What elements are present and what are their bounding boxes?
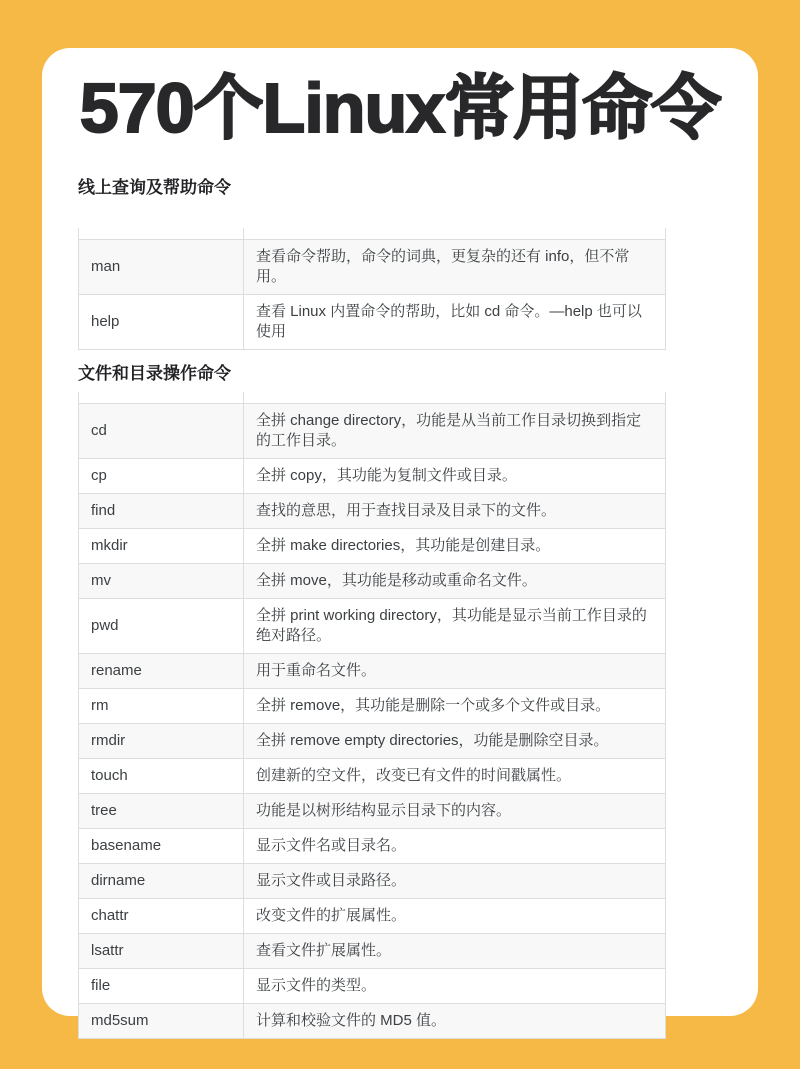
table-row <box>79 724 666 759</box>
command-cell: mkdir <box>79 529 244 564</box>
table-row <box>79 529 666 564</box>
table-row <box>79 969 666 1004</box>
description-cell: 用于重命名文件。 <box>244 654 666 689</box>
description-cell: 全拼 make directories，其功能是创建目录。 <box>244 529 666 564</box>
command-cell: pwd <box>79 599 244 654</box>
command-cell: file <box>79 969 244 1004</box>
table-row <box>79 599 666 654</box>
description-cell: 查看 Linux 内置命令的帮助，比如 cd 命令。—help 也可以使用 <box>244 295 666 350</box>
command-cell: mv <box>79 564 244 599</box>
description-cell: 查看文件扩展属性。 <box>244 934 666 969</box>
description-cell: 全拼 change directory，功能是从当前工作目录切换到指定的工作目录。 <box>244 404 666 459</box>
description-cell: 全拼 remove，其功能是删除一个或多个文件或目录。 <box>244 689 666 724</box>
command-cell: man <box>79 240 244 295</box>
description-cell: 查找的意思，用于查找目录及目录下的文件。 <box>244 494 666 529</box>
table-row <box>79 864 666 899</box>
command-cell: cp <box>79 459 244 494</box>
table-row <box>79 689 666 724</box>
description-cell: 全拼 move，其功能是移动或重命名文件。 <box>244 564 666 599</box>
command-cell: touch <box>79 759 244 794</box>
command-cell: rmdir <box>79 724 244 759</box>
description-cell: 查看命令帮助，命令的词典，更复杂的还有 info，但不常用。 <box>244 240 666 295</box>
table-row <box>79 295 666 350</box>
cropped-partial-row <box>79 228 666 240</box>
command-cell: md5sum <box>79 1004 244 1039</box>
table-row <box>79 899 666 934</box>
command-cell: cd <box>79 404 244 459</box>
table-row <box>79 934 666 969</box>
command-cell: lsattr <box>79 934 244 969</box>
table-row <box>79 404 666 459</box>
description-cell <box>244 228 666 240</box>
table-row <box>79 240 666 295</box>
description-cell: 显示文件名或目录名。 <box>244 829 666 864</box>
table-row <box>79 494 666 529</box>
section-heading-file-dir-ops: 文件和目录操作命令 <box>78 364 231 383</box>
command-cell: basename <box>79 829 244 864</box>
command-cell: find <box>79 494 244 529</box>
command-cell <box>79 392 244 404</box>
command-cell: help <box>79 295 244 350</box>
command-cell: rename <box>79 654 244 689</box>
description-cell: 全拼 copy，其功能为复制文件或目录。 <box>244 459 666 494</box>
command-cell: dirname <box>79 864 244 899</box>
command-cell <box>79 228 244 240</box>
online-help-command-table <box>78 228 666 350</box>
file-dir-command-table <box>78 392 666 1039</box>
description-cell: 功能是以树形结构显示目录下的内容。 <box>244 794 666 829</box>
command-cell: chattr <box>79 899 244 934</box>
content-area <box>78 178 666 1039</box>
command-cell: rm <box>79 689 244 724</box>
description-cell: 计算和校验文件的 MD5 值。 <box>244 1004 666 1039</box>
section-heading-online-help: 线上查询及帮助命令 <box>78 178 231 197</box>
content-card <box>42 48 758 1029</box>
description-cell: 创建新的空文件，改变已有文件的时间戳属性。 <box>244 759 666 794</box>
table-row <box>79 829 666 864</box>
description-cell: 改变文件的扩展属性。 <box>244 899 666 934</box>
description-cell: 显示文件的类型。 <box>244 969 666 1004</box>
description-cell: 显示文件或目录路径。 <box>244 864 666 899</box>
table-row <box>79 654 666 689</box>
description-cell: 全拼 remove empty directories，功能是删除空目录。 <box>244 724 666 759</box>
table-row <box>79 759 666 794</box>
command-cell: tree <box>79 794 244 829</box>
cropped-partial-row <box>79 392 666 404</box>
table-row <box>79 794 666 829</box>
page-title: 570个Linux常用命令 <box>79 69 721 147</box>
table-row <box>79 1004 666 1039</box>
table-row <box>79 459 666 494</box>
description-cell: 全拼 print working directory，其功能是显示当前工作目录的绝对路径。 <box>244 599 666 654</box>
table-row <box>79 564 666 599</box>
description-cell <box>244 392 666 404</box>
